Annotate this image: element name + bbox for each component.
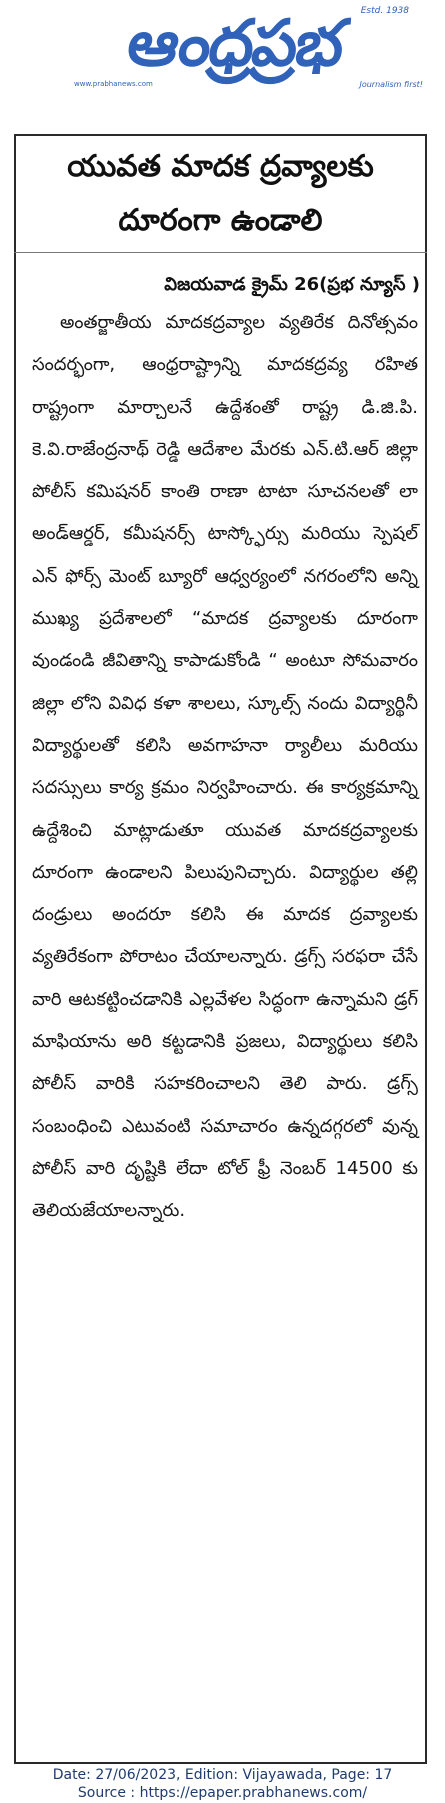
established-year: Estd. 1938 (360, 6, 409, 16)
footer-source: Source : https://epaper.prabhanews.com/ (77, 1785, 368, 1801)
article-body: అంతర్జాతీయ మాదకద్రవ్యాల వ్యతిరేక దినోత్సవం సందర్భంగా, ఆంధ్రరాష్ట్రాన్ని మాదకద్రవ్య రహిత రాష్ట్రంగా మార్చాలనే ఉద్దేశంతో రాష్ట్ర డి.జి.పి. కె.వి.రాజేంద్రనాథ్ రెడ్డి ఆదేశాల మేరకు ఎన్.టి.ఆర్ జిల్లా పోలీస్ కమిషనర్ కాంతి రాణా టాటా సూచనలతో లా అండ్ఆర్డర్, కమీషనర్స్ టాస్క్ఫోర్సు మరియు స్పెషల్ ఎన్ ఫోర్స్ మెంట్ బ్యూరో ఆధ్వర్యంలో నగరంలోని అన్ని ముఖ్య ప్రదేశాలలో “మాదక ద్రవ్యాలకు దూరంగా వుండండి జీవితాన్ని కాపాడుకోండి “ అంటూ సోమవారం జిల్లా లోని వివిధ కళా శాలలు, స్కూల్స్ నందు విద్యార్థినీ విద్యార్థులతో కలిసి అవగాహనా ర్యాలీలు మరియు సదస్సులు కార్య క్రమం నిర్వహించారు. ఈ కార్యక్రమాన్ని ఉద్దేశించి మాట్లాడుతూ యువత మాదకద్రవ్యాలకు దూరంగా ఉండాలని పిలుపునిచ్చారు. విద్యార్థుల తల్లి దండ్రులు అందరూ కలిసి ఈ మాదక ద్రవ్యాలకు వ్యతిరేకంగా పోరాటం చేయాలన్నారు. డ్రగ్స్ సరఫరా చేసే వారి ఆటకట్టించడానికి ఎల్లవేళల సిద్ధంగా ఉన్నామని డ్రగ్ మాఫియాను అరి కట్టడానికి ప్రజలు, విద్యార్థులు కలిసి పోలీస్ వారికి సహకరించాలని తెలి పారు. డ్రగ్స్ సంబంధించి ఎటువంటి సమాచారం ఉన్నదగ్గరలో వున్న పోలీస్ వారి దృష్టికి లేదా టోల్ ఫ్రీ నెంబర్ 14500 కు తెలియజేయాలన్నారు. (32, 312, 418, 1222)
headline-line-2: దూరంగా ఉండాలి (118, 203, 323, 238)
footer-date-edition: Date: 27/06/2023, Edition: Vijayawada, Page: 17 (52, 1767, 393, 1783)
article-headline (14, 140, 427, 248)
tagline: Journalism first! (359, 80, 423, 89)
masthead (0, 0, 445, 108)
headline-line-1: యువత మాదక ద్రవ్యాలకు (67, 149, 374, 184)
site-url: www.prabhanews.com (74, 80, 153, 88)
newspaper-logo: ఆంధ్రప్రభ (122, 7, 348, 81)
headline-divider (14, 252, 427, 253)
article-dateline: విజయవాడ క్రైమ్ 26(ప్రభ న్యూస్ ) (164, 274, 420, 295)
clipping-footer (0, 1766, 445, 1802)
